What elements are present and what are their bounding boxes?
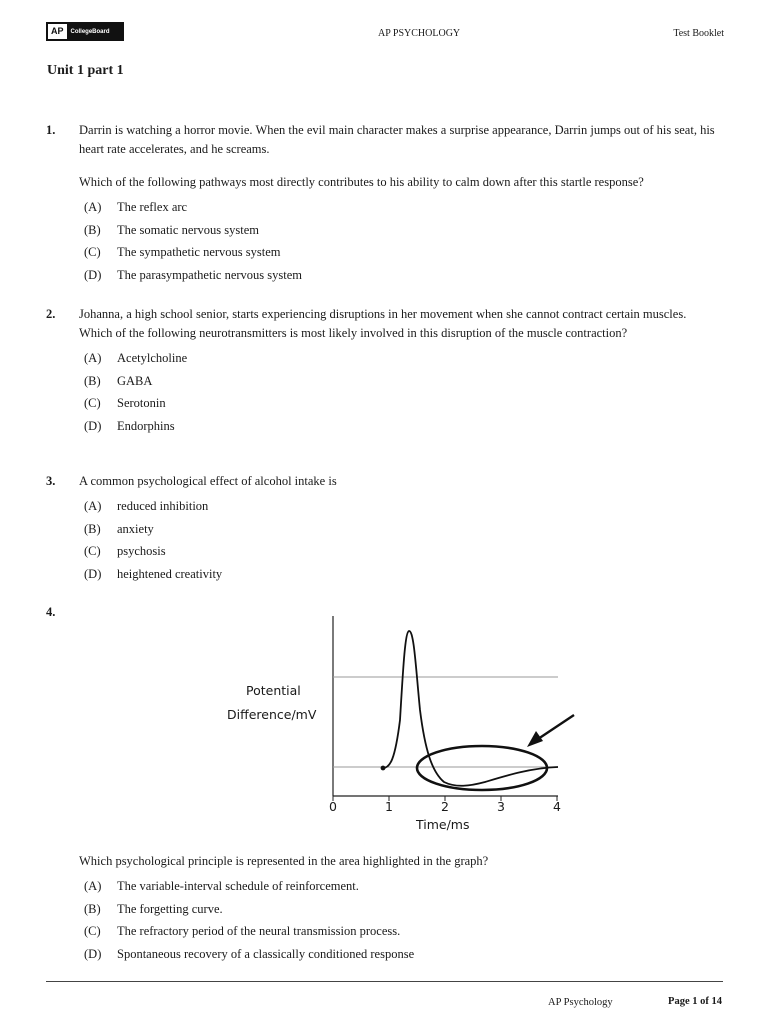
choice-label: (D) bbox=[84, 566, 102, 581]
answer-choice[interactable] bbox=[84, 347, 722, 370]
choice-text: anxiety bbox=[117, 521, 154, 536]
choice-label: (C) bbox=[84, 924, 101, 939]
choice-text: The sympathetic nervous system bbox=[117, 245, 281, 260]
answer-choice[interactable] bbox=[84, 196, 722, 219]
graph-drawing bbox=[220, 610, 580, 840]
choice-label: (A) bbox=[84, 199, 102, 214]
choice-text: Acetylcholine bbox=[117, 350, 188, 365]
choice-text: The variable-interval schedule of reinforcement. bbox=[117, 878, 359, 893]
page-header bbox=[46, 22, 724, 44]
choice-label: (B) bbox=[84, 521, 101, 536]
answer-choice[interactable] bbox=[84, 875, 722, 898]
choice-text: The reflex arc bbox=[117, 199, 188, 214]
page-title: Unit 1 part 1 bbox=[47, 63, 124, 78]
answer-choice[interactable] bbox=[84, 920, 722, 943]
y-axis-label-line2: Difference/mV bbox=[227, 707, 317, 722]
y-axis-label-line1: Potential bbox=[246, 683, 301, 698]
answer-choice[interactable] bbox=[84, 540, 722, 563]
x-tick-label: 4 bbox=[553, 799, 561, 814]
x-tick-label: 3 bbox=[497, 799, 505, 814]
choice-text: reduced inhibition bbox=[117, 498, 209, 513]
answer-choice[interactable] bbox=[84, 518, 722, 541]
answer-choices bbox=[84, 196, 722, 287]
arrow-head-icon bbox=[527, 731, 543, 747]
choice-label: (D) bbox=[84, 946, 102, 961]
action-potential-graph bbox=[220, 610, 580, 840]
choice-label: (C) bbox=[84, 245, 101, 260]
question-text: A common psychological effect of alcohol intake is bbox=[79, 474, 337, 488]
choice-label: (B) bbox=[84, 222, 101, 237]
question-3 bbox=[46, 472, 722, 586]
question-1 bbox=[46, 121, 722, 287]
question-text: Darrin is watching a horror movie. When the evil main character makes a surprise appearance, Darrin jumps out of his seat, his heart rate accelerates, and he screams. bbox=[79, 123, 715, 156]
choice-text: The parasympathetic nervous system bbox=[117, 267, 303, 282]
footer-divider bbox=[46, 981, 723, 982]
choice-text: The refractory period of the neural transmission process. bbox=[117, 924, 401, 939]
header-subject: AP PSYCHOLOGY bbox=[378, 28, 461, 39]
x-tick-label: 2 bbox=[441, 799, 449, 814]
action-potential-curve bbox=[383, 631, 558, 786]
question-text: Johanna, a high school senior, starts experiencing disruptions in her movement when she cannot contract certain muscles. Which of the following neurotransmitters is most likely involved in this disruption of the muscle contraction? bbox=[79, 307, 687, 340]
answer-choice[interactable] bbox=[84, 392, 722, 415]
choice-text: Serotonin bbox=[117, 396, 166, 411]
question-stem: Which of the following pathways most directly contributes to his ability to calm down after this startle response? bbox=[79, 175, 644, 189]
answer-choice[interactable] bbox=[84, 898, 722, 921]
answer-choices bbox=[84, 875, 722, 966]
x-tick-label: 1 bbox=[385, 799, 393, 814]
choice-label: (D) bbox=[84, 267, 102, 282]
curve-start-point bbox=[381, 766, 386, 771]
choice-text: psychosis bbox=[117, 544, 166, 559]
choice-label: (B) bbox=[84, 373, 101, 388]
answer-choices bbox=[84, 495, 722, 586]
ap-logo-text: AP bbox=[48, 24, 67, 39]
answer-choice[interactable] bbox=[84, 241, 722, 264]
answer-choices bbox=[84, 347, 722, 438]
choice-label: (A) bbox=[84, 878, 102, 893]
question-number: 2. bbox=[46, 307, 56, 321]
ap-collegeboard-logo bbox=[46, 22, 124, 41]
header-booklet-label: Test Booklet bbox=[673, 28, 724, 39]
arrow-shaft bbox=[538, 715, 574, 739]
question-4 bbox=[46, 852, 722, 966]
answer-choice[interactable] bbox=[84, 943, 722, 966]
footer-subject: AP Psychology bbox=[548, 997, 613, 1008]
choice-text: heightened creativity bbox=[117, 566, 223, 581]
question-text: Which psychological principle is represented in the area highlighted in the graph? bbox=[79, 854, 489, 868]
answer-choice[interactable] bbox=[84, 370, 722, 393]
question-2 bbox=[46, 305, 722, 438]
answer-choice[interactable] bbox=[84, 264, 722, 287]
choice-label: (C) bbox=[84, 396, 101, 411]
answer-choice[interactable] bbox=[84, 415, 722, 438]
question-number: 1. bbox=[46, 123, 56, 137]
collegeboard-logo-text: CollegeBoard bbox=[70, 28, 110, 35]
choice-label: (D) bbox=[84, 418, 102, 433]
choice-text: Endorphins bbox=[117, 418, 175, 433]
x-axis-label: Time/ms bbox=[416, 817, 470, 832]
question-number: 3. bbox=[46, 474, 56, 488]
choice-label: (A) bbox=[84, 350, 102, 365]
choice-text: GABA bbox=[117, 373, 153, 388]
choice-text: The forgetting curve. bbox=[117, 901, 223, 916]
choice-label: (A) bbox=[84, 498, 102, 513]
choice-text: The somatic nervous system bbox=[117, 222, 259, 237]
choice-label: (C) bbox=[84, 544, 101, 559]
question-number: 4. bbox=[46, 605, 56, 619]
choice-label: (B) bbox=[84, 901, 101, 916]
x-tick-label: 0 bbox=[329, 799, 337, 814]
answer-choice[interactable] bbox=[84, 563, 722, 586]
answer-choice[interactable] bbox=[84, 219, 722, 242]
answer-choice[interactable] bbox=[84, 495, 722, 518]
page-number: Page 1 of 14 bbox=[668, 996, 722, 1007]
choice-text: Spontaneous recovery of a classically conditioned response bbox=[117, 946, 415, 961]
